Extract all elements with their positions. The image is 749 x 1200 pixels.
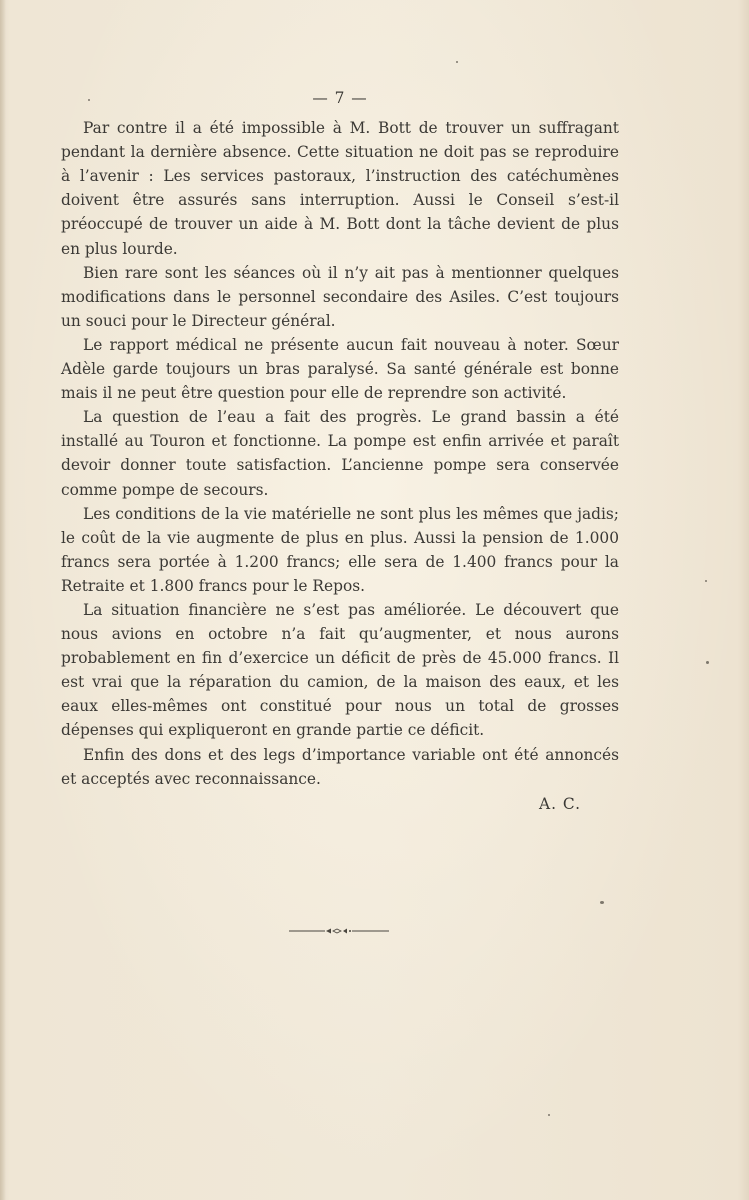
signature: A. C. [538,794,581,813]
paragraph-donations: Enfin des dons et des legs d’importance variable ont été annoncés et acceptés avec reconnaissance. [61,745,619,788]
paragraph-finances: La situation financière ne s’est pas améliorée. Le découvert que nous avions en octobre n’a fait qu’augmenter, et nous aurons probablement en fin d’exercice un déficit de près de 45.000 francs. Il est vrai que la réparation du camion, de la maison des eaux, et les eaux elles-mêmes ont constitué pour nous un total de grosses dépenses qui expliqueront en grande partie ce déficit. [61,600,619,740]
paragraph-suffragant: Par contre il a été impossible à M. Bott de trouver un suffragant pendant la dernière absence. Cette situation ne doit pas se reproduire à l’avenir : Les services pastoraux, l’instruction des catéchumènes doivent être assurés sans interruption. Aussi le Conseil s’est-il préoccupé de trouver un aide à M. Bott dont la tâche devient de plus en plus lourde. [61,119,619,258]
paragraph-pension: Les conditions de la vie matérielle ne sont plus les mêmes que jadis; le coût de la vie augmente de plus en plus. Aussi la pension de 1.000 francs sera portée à 1.200 francs; elle sera de 1.400 francs pour la Retraite et 1.800 francs pour le Repos. [61,504,619,595]
paper-speck [705,580,707,582]
page-number: — 7 — [312,89,368,107]
paper-speck [456,61,458,63]
paper-speck [600,901,604,904]
paragraph-water: La question de l’eau a fait des progrès. Le grand bassin a été installé au Touron et fonctionne. La pompe est enfin arrivée et paraît devoir donner toute satisfaction. L’ancienne pompe sera conservée comme pompe de secours. [61,408,619,499]
paper-speck [548,1114,550,1116]
page-edge-shadow [0,0,6,1200]
paragraph-personnel: Bien rare sont les séances où il n’y ait pas à mentionner quelques modifications dans le personnel secondaire des Asiles. C’est toujours un souci pour le Directeur général. [61,263,619,330]
paragraph-medical: Le rapport médical ne présente aucun fait nouveau à noter. Sœur Adèle garde toujours un bras paralysé. Sa santé générale est bonne mais il ne peut être question pour elle de reprendre son activité. [61,335,619,403]
paper-speck [706,661,709,664]
end-ornament [289,923,389,939]
paper-speck [88,99,90,101]
body-text [61,86,619,816]
